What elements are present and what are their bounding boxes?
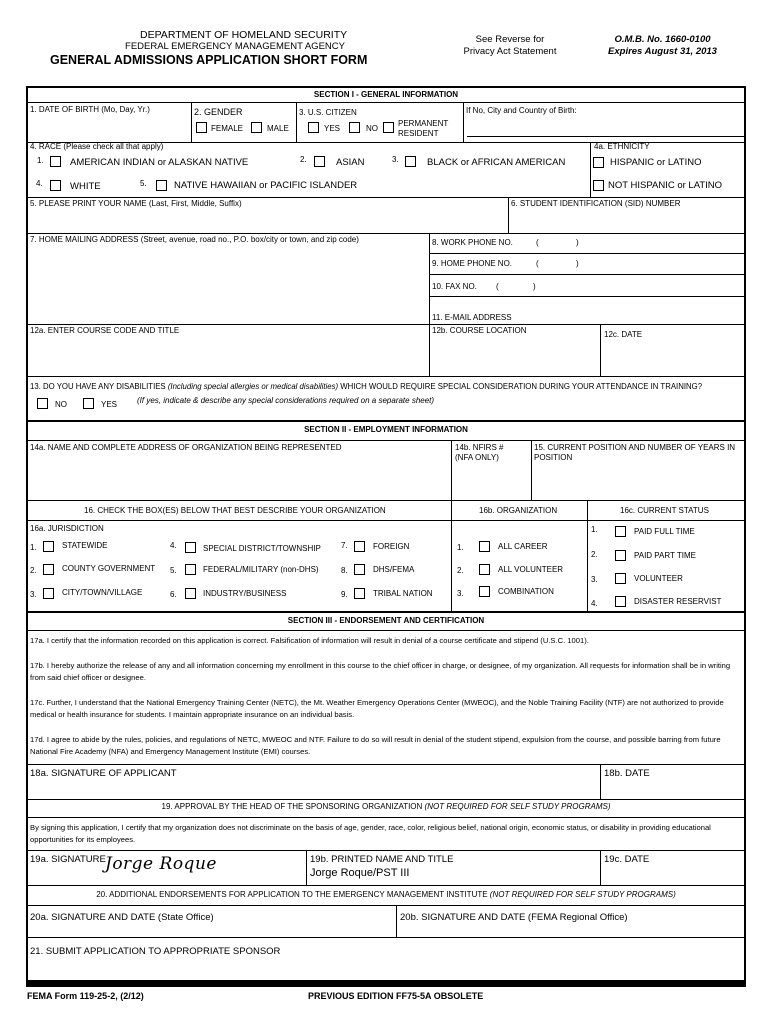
disabilities-question-b: (Including special allergies or medical disabilities) [167,382,339,391]
race-2-num: 2. [300,155,307,164]
work-phone-paren-open: ( [536,238,539,247]
male-label: MALE [267,124,289,133]
previous-edition: PREVIOUS EDITION FF75-5A OBSOLETE [308,991,484,1001]
course-date-label: 12c. DATE [604,330,643,339]
omb-number: O.M.B. No. 1660-0100 [614,34,711,45]
org-name-label: 14a. NAME AND COMPLETE ADDRESS OF ORGANIZATION BEING REPRESENTED [30,443,342,452]
address-label: 7. HOME MAILING ADDRESS (Street, avenue, road no., P.O. box/city or town, and zip code) [30,235,359,244]
form-number: FEMA Form 119-25-2, (2/12) [27,991,144,1001]
jur-9-num: 9. [341,590,348,599]
volunteer-checkbox[interactable] [615,573,626,584]
tribal-label: TRIBAL NATION [373,589,433,598]
dhs-checkbox[interactable] [354,564,365,575]
all-career-label: ALL CAREER [498,542,548,551]
jur-7-num: 7. [341,541,348,550]
dhs-label: DHS/FEMA [373,565,415,574]
dept-name: DEPARTMENT OF HOMELAND SECURITY [140,29,348,41]
disabilities-no-checkbox[interactable] [37,398,48,409]
privacy-statement: Privacy Act Statement [463,46,557,57]
citizen-label: 3. U.S. CITIZEN [299,108,357,117]
paid-part-time-checkbox[interactable] [615,550,626,561]
form-title: GENERAL ADMISSIONS APPLICATION SHORT FORM [50,53,368,67]
submit-instruction: 21. SUBMIT APPLICATION TO APPROPRIATE SPONSOR [30,946,281,957]
email-label: 11. E-MAIL ADDRESS [432,313,512,322]
female-checkbox[interactable] [196,122,207,133]
statewide-label: STATEWIDE [62,541,108,550]
federal-checkbox[interactable] [185,564,196,575]
citizen-yes-checkbox[interactable] [308,122,319,133]
resident-label: RESIDENT [398,129,439,138]
nondiscrimination-statement: By signing this application, I certify that my organization does not discriminate on the basis of age, gender, race, color, religious belief, national origin, economic status, or disability in providing educational opportunities for its employees. [30,823,711,844]
industry-checkbox[interactable] [185,588,196,599]
authorize-17b: 17b. I hereby authorize the release of any and all information concerning my enrollment in this course to the chief officer in charge, or designee, of my organization. All requests for information shall be in writing from said chief officer or designee. [30,661,731,682]
federal-label: FEDERAL/MILITARY (non-DHS) [203,565,319,574]
position-sublabel: POSITION [534,453,573,462]
disabilities-no-label: NO [55,400,67,409]
combination-checkbox[interactable] [479,586,490,597]
disabilities-yes-checkbox[interactable] [83,398,94,409]
foreign-label: FOREIGN [373,542,410,551]
race-black-checkbox[interactable] [405,156,416,167]
female-label: FEMALE [211,124,244,133]
fax-paren-open: ( [496,282,499,291]
jur-8-num: 8. [341,566,348,575]
org-2-num: 2. [457,566,464,575]
section-2-title: SECTION II - EMPLOYMENT INFORMATION [304,425,468,434]
paid-part-time-label: PAID PART TIME [634,551,696,560]
fax-paren-close: ) [533,282,536,291]
home-phone-paren-open: ( [536,259,539,268]
race-hawaiian-checkbox[interactable] [156,180,167,191]
hispanic-label: HISPANIC or LATINO [610,157,702,168]
nfirs-sublabel: (NFA ONLY) [455,453,499,462]
bottom-bar [26,980,746,987]
printed-name-label: 19b. PRINTED NAME AND TITLE [310,854,454,865]
section-3-title: SECTION III - ENDORSEMENT AND CERTIFICATION [287,616,485,625]
org-1-num: 1. [457,543,464,552]
birthplace-label: If No, City and Country of Birth: [466,106,577,115]
additional-endorsements-a: 20. ADDITIONAL ENDORSEMENTS FOR APPLICATION TO THE EMERGENCY MANAGEMENT INSTITUTE [96,890,488,899]
disaster-reservist-label: DISASTER RESERVIST [634,597,722,606]
jur-4-num: 4. [170,541,177,550]
fax-label: 10. FAX NO. [432,282,477,291]
disabilities-note: (If yes, indicate & describe any special considerations required on a separate sheet) [137,396,435,405]
ethnicity-label: 4a. ETHNICITY [594,142,650,151]
paid-full-time-label: PAID FULL TIME [634,527,695,536]
certify-17a: 17a. I certify that the information recorded on this application is correct. Falsification of information will result in denial of a course certificate and stipend (U.S.C. 1001). [30,636,589,645]
sid-label: 6. STUDENT IDENTIFICATION (SID) NUMBER [511,199,681,208]
race-3-num: 3. [392,155,399,164]
male-checkbox[interactable] [251,122,262,133]
jur-2-num: 2. [30,566,37,575]
approval-title-a: 19. APPROVAL BY THE HEAD OF THE SPONSORING ORGANIZATION [161,802,423,811]
work-phone-label: 8. WORK PHONE NO. [432,238,513,247]
status-label: 16c. CURRENT STATUS [620,506,709,515]
disabilities-yes-label: YES [101,400,118,409]
race-american-indian-checkbox[interactable] [50,156,61,167]
status-4-num: 4. [591,599,598,608]
location-label: 12b. COURSE LOCATION [432,326,527,335]
head-signature: Jorge Roque [105,854,217,874]
fema-regional-signature-label: 20b. SIGNATURE AND DATE (FEMA Regional Office) [400,912,628,923]
race-label: 4. RACE (Please check all that apply) [30,142,164,151]
citizen-yes-label: YES [324,124,341,133]
section-1-title: SECTION I - GENERAL INFORMATION [313,90,459,99]
race-4-num: 4. [36,179,43,188]
jurisdiction-label: 16a. JURISDICTION [30,524,104,533]
race-hawaiian-label: NATIVE HAWAIIAN or PACIFIC ISLANDER [174,180,358,191]
additional-endorsements-title [27,891,745,899]
course-label: 12a. ENTER COURSE CODE AND TITLE [30,326,180,335]
org-3-num: 3. [457,589,464,598]
disabilities-question-c: WHICH WOULD REQUIRE SPECIAL CONSIDERATION DURING YOUR ATTENDANCE IN TRAINING? [340,382,703,391]
county-checkbox[interactable] [43,564,54,575]
all-volunteer-checkbox[interactable] [479,564,490,575]
dob-label: 1. DATE OF BIRTH (Mo, Day, Yr.) [30,105,150,114]
gender-label: 2. GENDER [194,107,243,117]
additional-endorsements-b: (NOT REQUIRED FOR SELF STUDY PROGRAMS) [489,890,676,899]
city-label: CITY/TOWN/VILLAGE [62,588,143,597]
jur-1-num: 1. [30,543,37,552]
name-label: 5. PLEASE PRINT YOUR NAME (Last, First, Middle, Suffix) [30,199,242,208]
race-american-indian-label: AMERICAN INDIAN or ALASKAN NATIVE [70,157,249,168]
status-2-num: 2. [591,550,598,559]
disabilities-question [30,383,702,391]
work-phone-paren-close: ) [576,238,579,247]
special-district-checkbox[interactable] [185,542,196,553]
agency-name: FEDERAL EMERGENCY MANAGEMENT AGENCY [125,41,345,52]
permanent-label: PERMANENT [398,119,449,128]
not-hispanic-checkbox[interactable] [593,180,604,191]
disaster-reservist-checkbox[interactable] [615,596,626,607]
race-black-label: BLACK or AFRICAN AMERICAN [427,157,566,168]
jur-6-num: 6. [170,590,177,599]
approval-title [27,803,745,811]
race-1-num: 1. [37,156,44,165]
expiration-date: Expires August 31, 2013 [608,46,717,57]
head-date-label: 19c. DATE [604,854,650,865]
head-signature-label: 19a. SIGNATURE [30,854,106,865]
disabilities-question-a: 13. DO YOU HAVE ANY DISABILITIES [30,382,166,391]
statewide-checkbox[interactable] [43,541,54,552]
position-label: 15. CURRENT POSITION AND NUMBER OF YEARS IN [534,443,736,452]
nfirs-label: 14b. NFIRS # [455,443,504,452]
race-5-num: 5. [140,179,147,188]
status-1-num: 1. [591,525,598,534]
jur-3-num: 3. [30,590,37,599]
insurance-17c: 17c. Further, I understand that the National Emergency Training Center (NETC), the Mt. Weather Emergency Operations Center (MWEOC), and the Noble Training Facility (NTF) are not authorized to provide medical or health insurance for students. I maintain appropriate insurance on an individual basis. [30,698,724,719]
state-office-signature-label: 20a. SIGNATURE AND DATE (State Office) [30,912,214,923]
permanent-resident-checkbox[interactable] [383,122,394,133]
home-phone-paren-close: ) [576,259,579,268]
volunteer-label: VOLUNTEER [634,574,683,583]
home-phone-label: 9. HOME PHONE NO. [432,259,513,268]
citizen-no-checkbox[interactable] [349,122,360,133]
status-3-num: 3. [591,575,598,584]
paid-full-time-checkbox[interactable] [615,526,626,537]
approval-title-b: (NOT REQUIRED FOR SELF STUDY PROGRAMS) [424,802,611,811]
all-volunteer-label: ALL VOLUNTEER [498,565,564,574]
race-white-label: WHITE [70,181,101,192]
form-frame [26,86,746,987]
org-check-label: 16. CHECK THE BOX(ES) BELOW THAT BEST DESCRIBE YOUR ORGANIZATION [84,506,386,515]
tribal-checkbox[interactable] [354,588,365,599]
applicant-signature-label: 18a. SIGNATURE OF APPLICANT [30,768,177,779]
special-district-label: SPECIAL DISTRICT/TOWNSHIP [203,544,321,553]
see-reverse: See Reverse for [475,34,545,45]
race-asian-label: ASIAN [336,157,365,168]
all-career-checkbox[interactable] [479,541,490,552]
jur-5-num: 5. [170,566,177,575]
county-label: COUNTY GOVERNMENT [62,564,156,573]
rules-17d: 17d. I agree to abide by the rules, policies, and regulations of NETC, MWEOC and NTF. Failure to do so will result in denial of the student stipend, expulsion from the course, and possible barring from future National Fire Academy (NFA) and Emergency Management Institute (EMI) courses. [30,735,721,756]
foreign-checkbox[interactable] [354,541,365,552]
combination-label: COMBINATION [498,587,554,596]
applicant-date-label: 18b. DATE [604,768,650,779]
citizen-no-label: NO [366,124,378,133]
city-checkbox[interactable] [43,588,54,599]
industry-label: INDUSTRY/BUSINESS [203,589,287,598]
organization-label: 16b. ORGANIZATION [479,506,558,515]
not-hispanic-label: NOT HISPANIC or LATINO [608,180,723,191]
printed-name-value: Jorge Roque/PST III [310,867,410,879]
hispanic-checkbox[interactable] [593,157,604,168]
race-white-checkbox[interactable] [50,180,61,191]
race-asian-checkbox[interactable] [314,156,325,167]
